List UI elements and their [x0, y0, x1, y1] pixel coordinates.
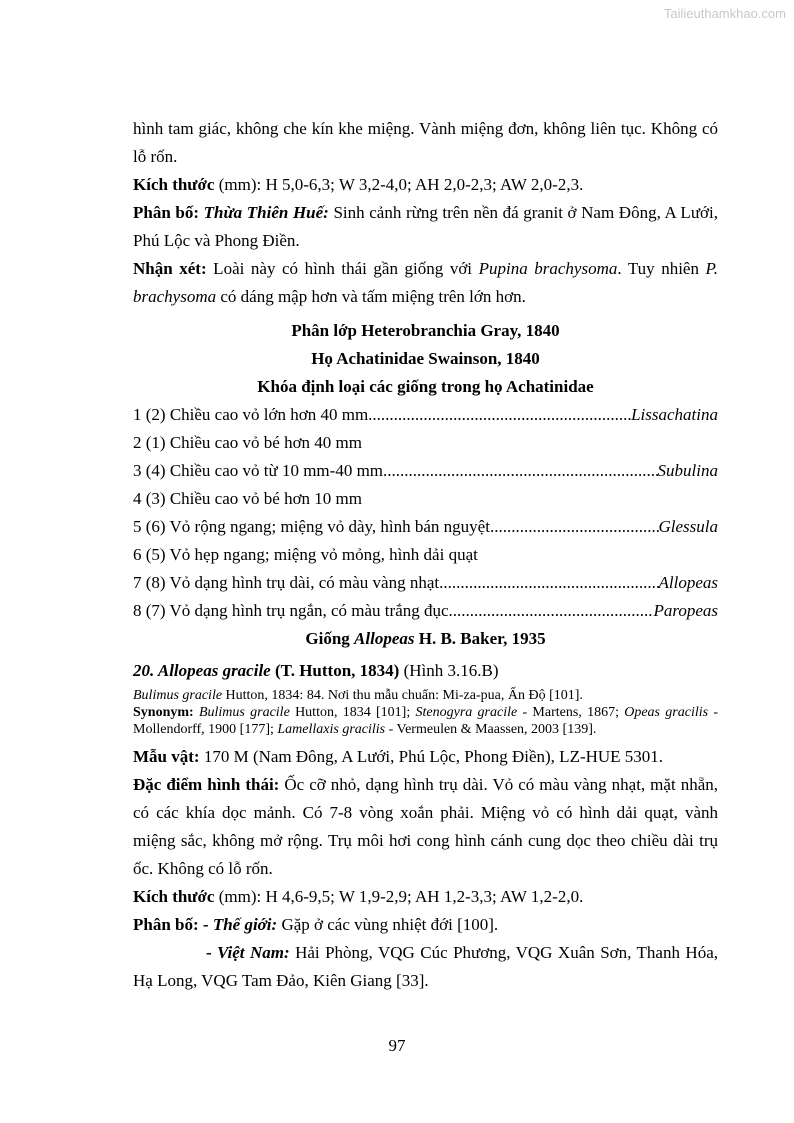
original-description: Bulimus gracile Hutton, 1834: 84. Nơi thu mẫu chuẩn: Mi-za-pua, Ấn Độ [101].	[133, 688, 583, 703]
distribution-paragraph	[133, 199, 718, 255]
genus-heading: Giống Allopeas H. B. Baker, 1935	[305, 629, 546, 648]
remark-text-3: có dáng mập hơn và tấm miệng trên lớn hơn.	[216, 287, 526, 306]
synonym-paragraph: Synonym: Bulimus gracile Hutton, 1834 [101]; Stenogyra gracile - Martens, 1867; Opeas gracilis - Mollendorff, 1900 [177]; Lamellaxis gracilis - Vermeulen & Maassen, 2003 [139].	[133, 705, 718, 737]
species-author: (T. Hutton, 1834)	[270, 661, 400, 680]
world-distribution: Phân bố: - Thế giới: Gặp ở các vùng nhiệt đới [100].	[133, 915, 499, 934]
size-paragraph	[133, 171, 718, 199]
key-line: 1 (2) Chiều cao vỏ lớn hơn 40 mm ..... Lissachatina	[133, 401, 718, 429]
size-label: Kích thước	[133, 175, 215, 194]
remark-paragraph	[133, 255, 718, 311]
species-figure: (Hình 3.16.B)	[399, 661, 499, 680]
key-line: 8 (7) Vỏ dạng hình trụ ngắn, có màu trắng đục ..... Paropeas	[133, 597, 718, 625]
intro-paragraph: hình tam giác, không che kín khe miệng. Vành miệng đơn, không liên tục. Không có lỗ rốn.	[133, 119, 718, 166]
species-size-paragraph: Kích thước (mm): H 4,6-9,5; W 1,9-2,9; AH 1,2-3,3; AW 1,2-2,0.	[133, 887, 584, 906]
distribution-place: Thừa Thiên Huế:	[203, 203, 329, 222]
remark-species-2: P. brachysoma	[133, 259, 718, 306]
species-heading	[133, 657, 718, 685]
key-line: 7 (8) Vỏ dạng hình trụ dài, có màu vàng nhạt ..... Allopeas	[133, 569, 718, 597]
remark-text-1: Loài này có hình thái gần giống với	[206, 259, 479, 278]
species-name: 20. Allopeas gracile	[133, 661, 271, 680]
vietnam-distribution: - Việt Nam: Hải Phòng, VQG Cúc Phương, VQG Xuân Sơn, Thanh Hóa, Hạ Long, VQG Tam Đảo, Kiên Giang [33].	[133, 943, 718, 990]
key-line: 5 (6) Vỏ rộng ngang; miệng vỏ dày, hình bán nguyệt ..... Glessula	[133, 513, 718, 541]
document-body	[133, 115, 718, 995]
remark-species-1: Pupina brachysoma	[478, 259, 618, 278]
key-line: 6 (5) Vỏ hẹp ngang; miệng vỏ mỏng, hình dải quạt	[133, 545, 478, 564]
morphology-paragraph: Đặc điểm hình thái: Ốc cỡ nhỏ, dạng hình trụ dài. Vỏ có màu vàng nhạt, mặt nhẵn, có các khía dọc mảnh. Có 7-8 vòng xoắn phải. Miệng vỏ có hình dải quạt, vành miệng sắc, không mở rộng. Trụ môi hơi cong hình cánh cung dọc theo chiều dài trụ ốc. Không có lỗ rốn.	[133, 775, 718, 878]
family-heading: Họ Achatinidae Swainson, 1840	[311, 349, 540, 368]
key-title: Khóa định loại các giống trong họ Achatinidae	[257, 377, 594, 396]
size-text: (mm): H 5,0-6,3; W 3,2-4,0; AH 2,0-2,3; AW 2,0-2,3.	[214, 175, 584, 194]
key-line: 2 (1) Chiều cao vỏ bé hơn 40 mm	[133, 433, 363, 452]
remark-text-2: . Tuy nhiên	[617, 259, 706, 278]
key-line: 4 (3) Chiều cao vỏ bé hơn 10 mm	[133, 489, 363, 508]
remark-label: Nhận xét:	[133, 259, 207, 278]
distribution-label: Phân bố:	[133, 203, 204, 222]
key-line: 3 (4) Chiều cao vỏ từ 10 mm-40 mm ..... Subulina	[133, 457, 718, 485]
specimen-paragraph: Mẫu vật: 170 M (Nam Đông, A Lưới, Phú Lộc, Phong Điền), LZ-HUE 5301.	[133, 747, 664, 766]
page-number: 97	[388, 1036, 406, 1055]
distribution-text: Sinh cảnh rừng trên nền đá granit ở Nam Đông, A Lưới, Phú Lộc và Phong Điền.	[133, 203, 718, 250]
watermark: Tailieuthamkhao.com	[663, 6, 786, 21]
subclass-heading: Phân lớp Heterobranchia Gray, 1840	[291, 321, 560, 340]
